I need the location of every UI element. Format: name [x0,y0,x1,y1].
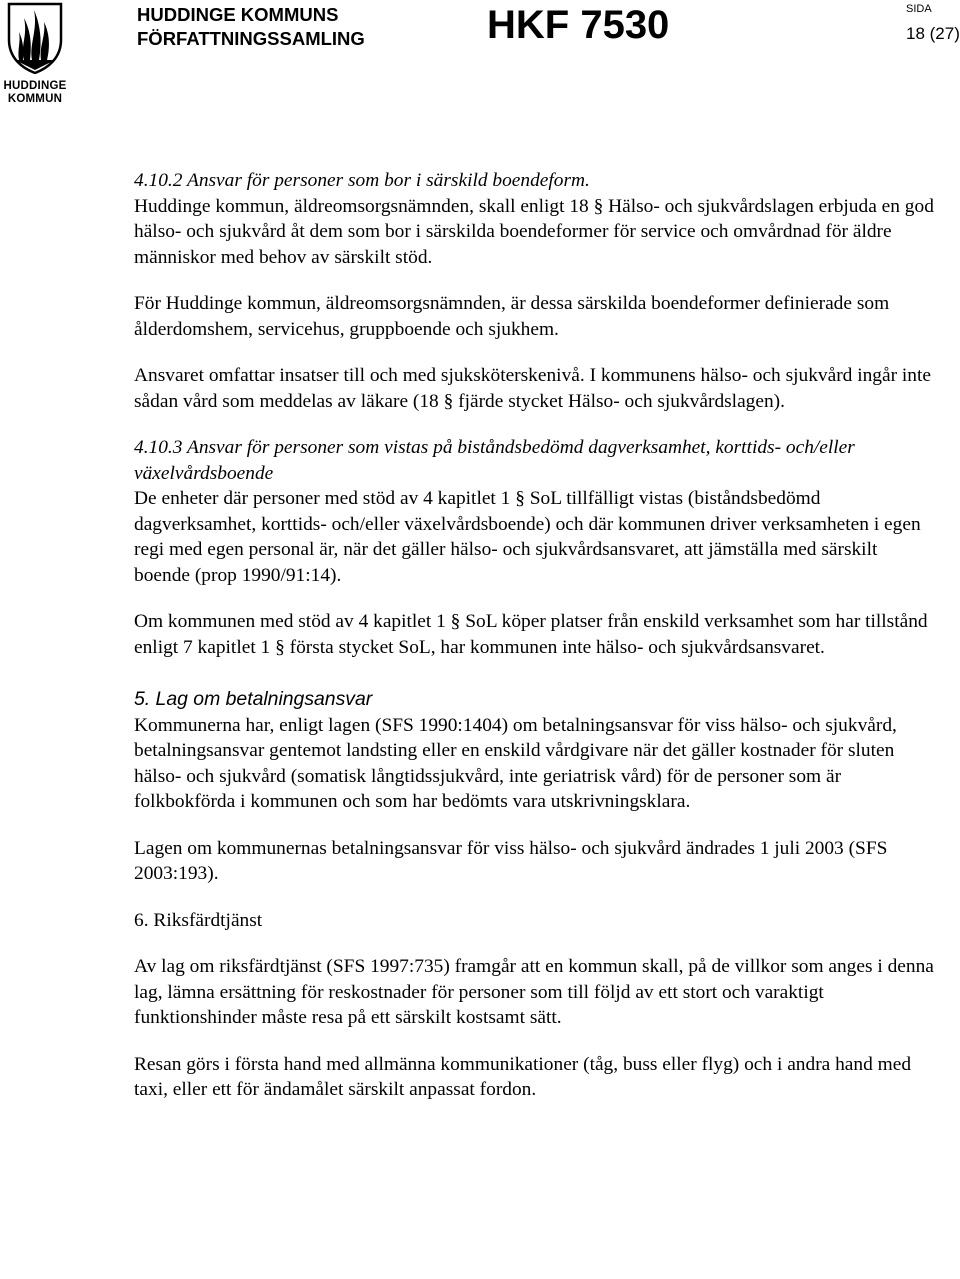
section-4-10-3-paragraph-2: Om kommunen med stöd av 4 kapitlet 1 § SoL köper platser från enskild verksamhet som har tillstånd enligt 7 kapitlet 1 § första stycket SoL, har kommunen inte hälso- och sjukvårdsansvaret. [134,611,928,658]
page-label: SIDA [906,3,932,15]
huddinge-logo [0,0,70,112]
page-number: 18 (27) [906,24,960,43]
section-5-paragraph-2: Lagen om kommunernas betalningsansvar för viss hälso- och sjukvård ändrades 1 juli 2003 (SFS 2003:193). [134,837,888,884]
section-4-10-2-paragraph-1: Huddinge kommun, äldreomsorgsnämnden, skall enligt 18 § Hälso- och sjukvårdslagen erbjuda en god hälso- och sjukvård åt dem som bor i särskilda boendeformer för service och omvårdnad för äldre människor med behov av särskilt stöd. [134,195,934,268]
section-4-10-3-heading: 4.10.3 Ansvar för personer som vistas på biståndsbedömd dagverksamhet, korttids- och/eller växelvårdsboende [134,437,855,484]
section-4-10-2-paragraph-2: För Huddinge kommun, äldreomsorgsnämnden, är dessa särskilda boendeformer definierade som ålderdomshem, servicehus, gruppboende och sjukhem. [134,293,890,340]
coat-of-arms-icon [6,2,64,74]
section-6-paragraph-2: Resan görs i första hand med allmänna kommunikationer (tåg, buss eller flyg) och i andra hand med taxi, eller ett för ändamålet särskilt anpassat fordon. [134,1053,912,1100]
section-5-paragraph-1: Kommunerna har, enligt lagen (SFS 1990:1404) om betalningsansvar för viss hälso- och sjukvård, betalningsansvar gentemot landsting eller en enskild vårdgivare när det gäller kostnader för sluten hälso- och sjukvård (somatisk långtidssjukvård, inte geriatrisk vård) för de personer som är folkbokförda i kommunen och som har bedömts vara utskrivningsklara. [134,714,897,812]
collection-name-line2: FÖRFATTNINGSSAMLING [137,28,365,49]
logo-text-line2: KOMMUN [7,93,63,105]
section-4-10-2-paragraph-3: Ansvaret omfattar insatser till och med sjuksköterskenivå. I kommunens hälso- och sjukvård ingår inte sådan vård som meddelas av läkare (18 § fjärde stycket Hälso- och sjukvårdslagen). [134,365,931,412]
collection-name-line1: HUDDINGE KOMMUNS [137,4,339,25]
document-body [134,168,934,1124]
section-6-heading: 6. Riksfärdtjänst [134,909,263,931]
logo-text-line1: HUDDINGE [3,80,67,92]
document-code: HKF 7530 [487,3,670,47]
section-5-heading: 5. Lag om betalningsansvar [134,688,373,710]
section-4-10-2-heading: 4.10.2 Ansvar för personer som bor i särskild boendeform. [134,170,590,191]
section-6-paragraph-1: Av lag om riksfärdtjänst (SFS 1997:735) framgår att en kommun skall, på de villkor som anges i denna lag, lämna ersättning för reskostnader för personer som till följd av ett stort och varaktigt funktionshinder måste resa på ett särskilt kostsamt sätt. [134,956,934,1028]
collection-name [137,3,365,51]
section-4-10-3-paragraph-1: De enheter där personer med stöd av 4 kapitlet 1 § SoL tillfälligt vistas (biståndsbedömd dagverksamhet, korttids- och/eller växelvårdsboende) och där kommunen driver verksamheten i egen regi med egen personal är, när det gäller hälso- och sjukvårdsansvaret, att jämställa med särskilt boende (prop 1990/91:14). [134,488,921,586]
